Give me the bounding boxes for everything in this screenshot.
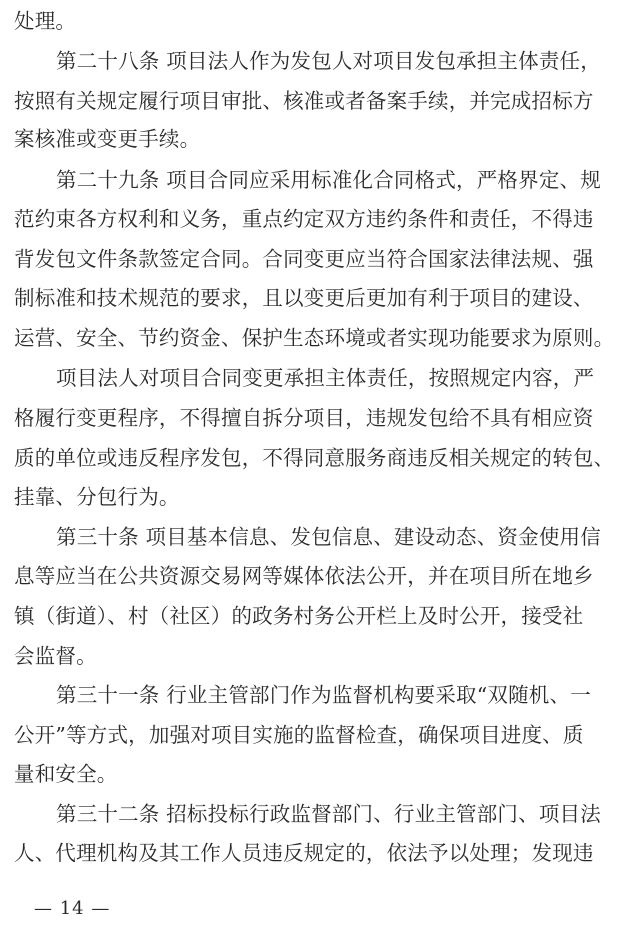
text-line-7: 背发包文件条款签定合同。合同变更应当符合国家法律法规、强 [14,247,594,271]
text-line-16: 镇（街道）、村（社区）的政务村务公开栏上及时公开，接受社 [14,604,584,628]
article-31-heading-line: 第三十一条 行业主管部门作为监督机构要采取“双随机、一 [56,683,591,707]
text-line-6: 范约束各方权利和义务，重点约定双方违约条件和责任，不得违 [14,207,594,231]
text-line-8: 制标准和技术规范的要求，且以变更后更加有利于项目的建设、 [14,286,594,310]
page-number: — 14 — [34,898,111,919]
article-30-heading-line: 第三十条 项目基本信息、发包信息、建设动态、资金使用信 [56,525,601,549]
text-line-13: 挂靠、分包行为。 [14,485,180,509]
article-32-heading-line: 第三十二条 招标投标行政监督部门、行业主管部门、项目法 [56,802,601,826]
text-line-17: 会监督。 [14,644,97,668]
text-line-20: 量和安全。 [14,762,118,786]
article-28-heading-line: 第二十八条 项目法人作为发包人对项目发包承担主体责任， [56,49,601,73]
text-line-22: 人、代理机构及其工作人员违反规定的，依法予以处理；发现违 [14,841,594,865]
article-29-paragraph-2-line: 项目法人对项目合同变更承担主体责任，按照规定内容，严 [56,366,595,390]
text-line-12: 质的单位或违反程序发包，不得同意服务商违反相关规定的转包、 [14,446,615,470]
text-line-3: 按照有关规定履行项目审批、核准或者备案手续，并完成招标方 [14,89,594,113]
text-line-11: 格履行变更程序，不得擅自拆分项目，违规发包给不具有相应资 [14,406,594,430]
text-line-9: 运营、安全、节约资金、保护生态环境或者实现功能要求为原则。 [14,326,615,350]
text-line-4: 案核准或变更手续。 [14,127,201,151]
text-line-15: 息等应当在公共资源交易网等媒体依法公开，并在项目所在地乡 [14,564,594,588]
text-line-1: 处理。 [14,9,77,33]
article-29-heading-line: 第二十九条 项目合同应采用标准化合同格式，严格界定、规 [56,168,601,192]
text-line-19: 公开”等方式，加强对项目实施的监督检查，确保项目进度、质 [14,723,584,747]
